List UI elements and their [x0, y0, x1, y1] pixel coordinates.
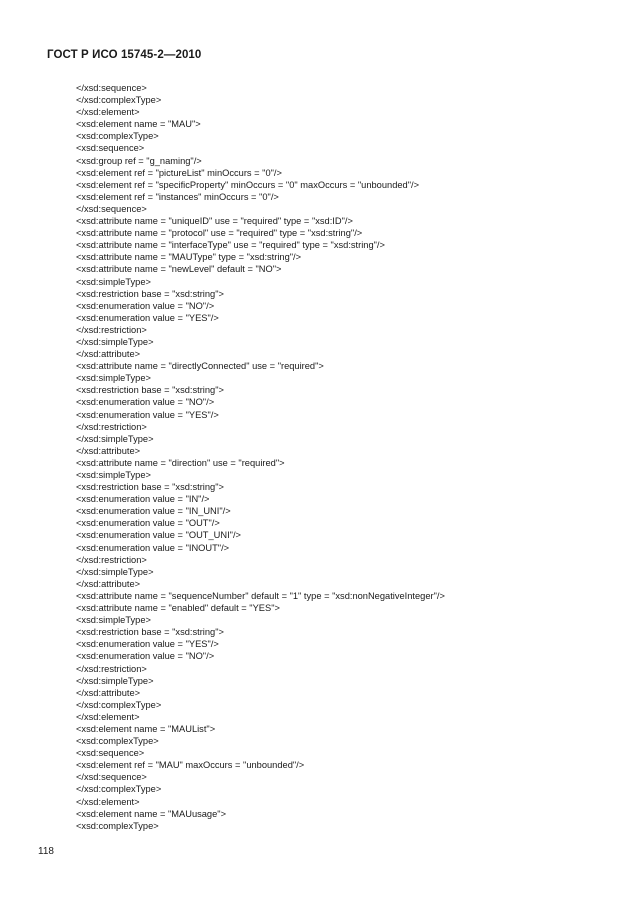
- code-line: </xsd:sequence>: [76, 83, 147, 93]
- code-line: <xsd:complexType>: [76, 131, 159, 142]
- code-line: <xsd:simpleType>: [76, 373, 151, 384]
- code-line: <xsd:attribute name = "uniqueID" use = "required" type = "xsd:ID"/>: [76, 216, 353, 227]
- code-line: </xsd:simpleType>: [76, 433, 154, 444]
- code-line: <xsd:sequence>: [76, 143, 145, 154]
- code-line: </xsd:restriction>: [76, 421, 147, 432]
- code-line: </xsd:complexType>: [76, 95, 162, 106]
- code-line: <xsd:enumeration value = "NO"/>: [76, 397, 215, 408]
- code-line: <xsd:simpleType>: [76, 615, 151, 626]
- code-line: <xsd:group ref = "g_naming"/>: [76, 155, 202, 166]
- code-line: <xsd:attribute name = "direction" use = "required">: [76, 457, 285, 468]
- code-line: <xsd:sequence>: [76, 748, 145, 759]
- code-line: <xsd:element name = "MAUusage">: [76, 808, 227, 819]
- code-line: <xsd:enumeration value = "YES"/>: [76, 312, 219, 323]
- code-line: </xsd:complexType>: [76, 784, 162, 795]
- code-line: </xsd:attribute>: [76, 687, 141, 698]
- xsd-code-listing: [76, 82, 445, 832]
- code-line: <xsd:restriction base = "xsd:string">: [76, 627, 224, 638]
- code-line: <xsd:element name = "MAUList">: [76, 723, 216, 734]
- code-line: </xsd:simpleType>: [76, 336, 154, 347]
- code-line: <xsd:enumeration value = "IN"/>: [76, 494, 210, 505]
- page-header-standard-id: ГОСТ Р ИСО 15745-2—2010: [47, 49, 202, 61]
- code-line: </xsd:attribute>: [76, 349, 141, 360]
- code-line: <xsd:element ref = "pictureList" minOccurs = "0"/>: [76, 167, 282, 178]
- code-line: <xsd:attribute name = "sequenceNumber" default = "1" type = "xsd:nonNegativeInteger"/>: [76, 590, 445, 601]
- code-line: <xsd:element ref = "MAU" maxOccurs = "unbounded"/>: [76, 760, 305, 771]
- code-line: </xsd:restriction>: [76, 554, 147, 565]
- code-line: <xsd:attribute name = "interfaceType" use = "required" type = "xsd:string"/>: [76, 240, 385, 251]
- code-line: <xsd:complexType>: [76, 820, 159, 831]
- code-line: <xsd:attribute name = "newLevel" default = "NO">: [76, 264, 282, 275]
- code-line: <xsd:restriction base = "xsd:string">: [76, 288, 224, 299]
- code-line: <xsd:complexType>: [76, 736, 159, 747]
- code-line: <xsd:enumeration value = "INOUT"/>: [76, 542, 230, 553]
- code-line: <xsd:simpleType>: [76, 470, 151, 480]
- code-line: </xsd:attribute>: [76, 578, 141, 589]
- code-line: </xsd:simpleType>: [76, 675, 154, 686]
- code-line: </xsd:element>: [76, 711, 140, 722]
- code-line: <xsd:enumeration value = "NO"/>: [76, 300, 215, 311]
- page-number: 118: [38, 846, 54, 857]
- code-line: </xsd:sequence>: [76, 203, 147, 214]
- code-line: </xsd:element>: [76, 107, 140, 118]
- code-line: </xsd:attribute>: [76, 445, 141, 456]
- code-line: <xsd:attribute name = "enabled" default = "YES">: [76, 603, 280, 614]
- code-line: <xsd:enumeration value = "OUT"/>: [76, 518, 220, 529]
- code-line: <xsd:element name = "MAU">: [76, 119, 201, 130]
- code-line: <xsd:enumeration value = "IN_UNI"/>: [76, 506, 231, 517]
- code-line: </xsd:element>: [76, 796, 140, 807]
- code-line: </xsd:restriction>: [76, 324, 147, 335]
- code-line: <xsd:element ref = "specificProperty" minOccurs = "0" maxOccurs = "unbounded"/>: [76, 179, 420, 190]
- code-line: <xsd:restriction base = "xsd:string">: [76, 482, 224, 493]
- code-line: <xsd:restriction base = "xsd:string">: [76, 385, 224, 396]
- code-line: <xsd:enumeration value = "OUT_UNI"/>: [76, 530, 241, 541]
- code-line: </xsd:sequence>: [76, 772, 147, 783]
- code-line: </xsd:complexType>: [76, 699, 162, 710]
- code-line: <xsd:enumeration value = "YES"/>: [76, 409, 219, 420]
- code-line: <xsd:attribute name = "protocol" use = "required" type = "xsd:string"/>: [76, 228, 363, 239]
- code-line: <xsd:enumeration value = "YES"/>: [76, 639, 219, 650]
- code-line: <xsd:attribute name = "directlyConnected" use = "required">: [76, 361, 324, 372]
- code-line: <xsd:attribute name = "MAUType" type = "xsd:string"/>: [76, 252, 302, 263]
- code-line: </xsd:restriction>: [76, 663, 147, 674]
- code-line: <xsd:simpleType>: [76, 276, 151, 287]
- code-line: </xsd:simpleType>: [76, 566, 154, 577]
- code-line: <xsd:element ref = "instances" minOccurs = "0"/>: [76, 191, 279, 202]
- code-line: <xsd:enumeration value = "NO"/>: [76, 651, 215, 662]
